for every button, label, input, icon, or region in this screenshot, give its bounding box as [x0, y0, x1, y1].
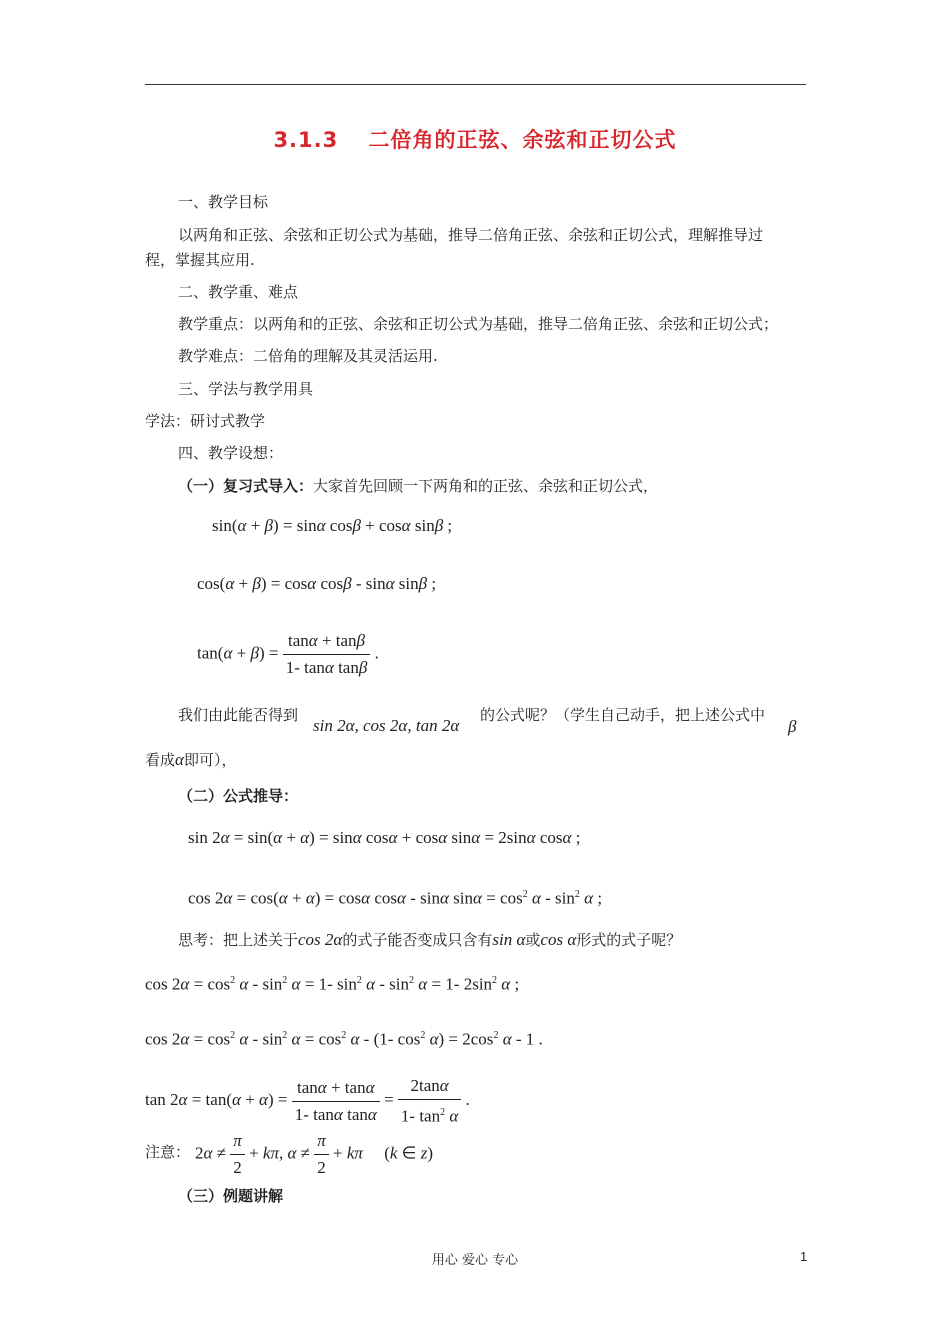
method-text: 学法：研讨式教学	[145, 412, 266, 430]
part3-label: （三）例题讲解	[178, 1187, 284, 1205]
difficulty-text: 教学难点：二倍角的理解及其灵活运用.	[178, 347, 438, 365]
formula-cos-double-cos: $\cos 2\alpha = \cos^2 \alpha - \sin^2 \alpha = \cos^2 \alpha - (1-$ $\cos^2 \alpha) = 2\cos^2$ α - 1 .	[145, 1029, 543, 1049]
question-line2: 看成α即可），	[145, 750, 237, 769]
question-beta: β	[788, 717, 797, 736]
question-after: 的公式呢？（学生自己动手，把上述公式中	[480, 706, 766, 724]
formula-tan-double: tan 2α = tan(α + α) = $\frac{\tan\alpha + \tan\alpha}{\text{1- tanα tanα}}$ = $\frac{2\tan\alpha}{1- \tan^2 \alpha}$ .	[145, 1076, 470, 1126]
formula-sin-sum: sin(α + β) = sinα cosβ + cosα sinβ ;	[212, 516, 453, 535]
part1-label: （一）复习式导入：	[178, 477, 314, 495]
section-heading-key: 二、教学重、难点	[178, 283, 299, 301]
page-title: 3.1.3 二倍角的正弦、余弦和正切公式	[273, 128, 677, 152]
section-heading-design: 四、教学设想：	[178, 444, 284, 462]
part1-text: 大家首先回顾一下两角和的正弦、余弦和正切公式，	[313, 477, 659, 495]
formula-tan-sum: tan(α + β) = $\frac{\tan\alpha + \tan\beta}{\text{1- tanα tanβ}}$ .	[197, 631, 379, 677]
formula-note-condition: 2α ≠ $\frac{\pi}{2}$ + kπ, α ≠ $\frac{\pi}{2}$ + kπ (k ∈ z)	[195, 1131, 434, 1177]
header-rule	[145, 84, 806, 85]
page-number: 1	[800, 1249, 808, 1264]
footer-text: 用心 爱心 专心	[431, 1253, 519, 1268]
part1-paragraph	[178, 476, 658, 496]
formula-cos-double: cos 2α = cos(α + α) = cosα cosα - sinα $\sin\alpha = \cos^2 \alpha - \sin^2 \alpha$ ;	[188, 888, 603, 908]
section-heading-method: 三、学法与教学用具	[178, 380, 314, 398]
goals-text-line1: 以两角和正弦、余弦和正切公式为基础，推导二倍角正弦、余弦和正切公式，理解推导过	[178, 226, 764, 244]
goals-text-line2: 程，掌握其应用.	[145, 251, 255, 269]
formula-sin-double: sin 2α = sin(α + α) = sinα cosα + cosα sinα = 2sinα cosα ;	[188, 828, 581, 847]
key-point-text: 教学重点：以两角和的正弦、余弦和正切公式为基础，推导二倍角正弦、余弦和正切公式；	[178, 315, 779, 333]
think-paragraph: 思考：把上述关于cos 2α的式子能否变成只含有sin α或cos α形式的式子呢？	[178, 930, 682, 949]
part2-label: （二）公式推导：	[178, 787, 299, 805]
question-line1: 我们由此能否得到	[178, 706, 299, 724]
formula-cos-double-sin: $\cos 2\alpha = \cos^2 \alpha - \sin^2 \alpha = 1-$ $\sin^2 \alpha - \sin^2 \alpha = 1-$ $2\sin^2$ α ;	[145, 974, 520, 994]
question-formula: sin 2α, cos 2α, tan 2α	[313, 716, 460, 735]
formula-cos-sum: cos(α + β) = cosα cosβ - sinα sinβ ;	[197, 574, 437, 593]
note-label: 注意：	[145, 1143, 191, 1161]
section-heading-goals: 一、教学目标	[178, 193, 269, 211]
